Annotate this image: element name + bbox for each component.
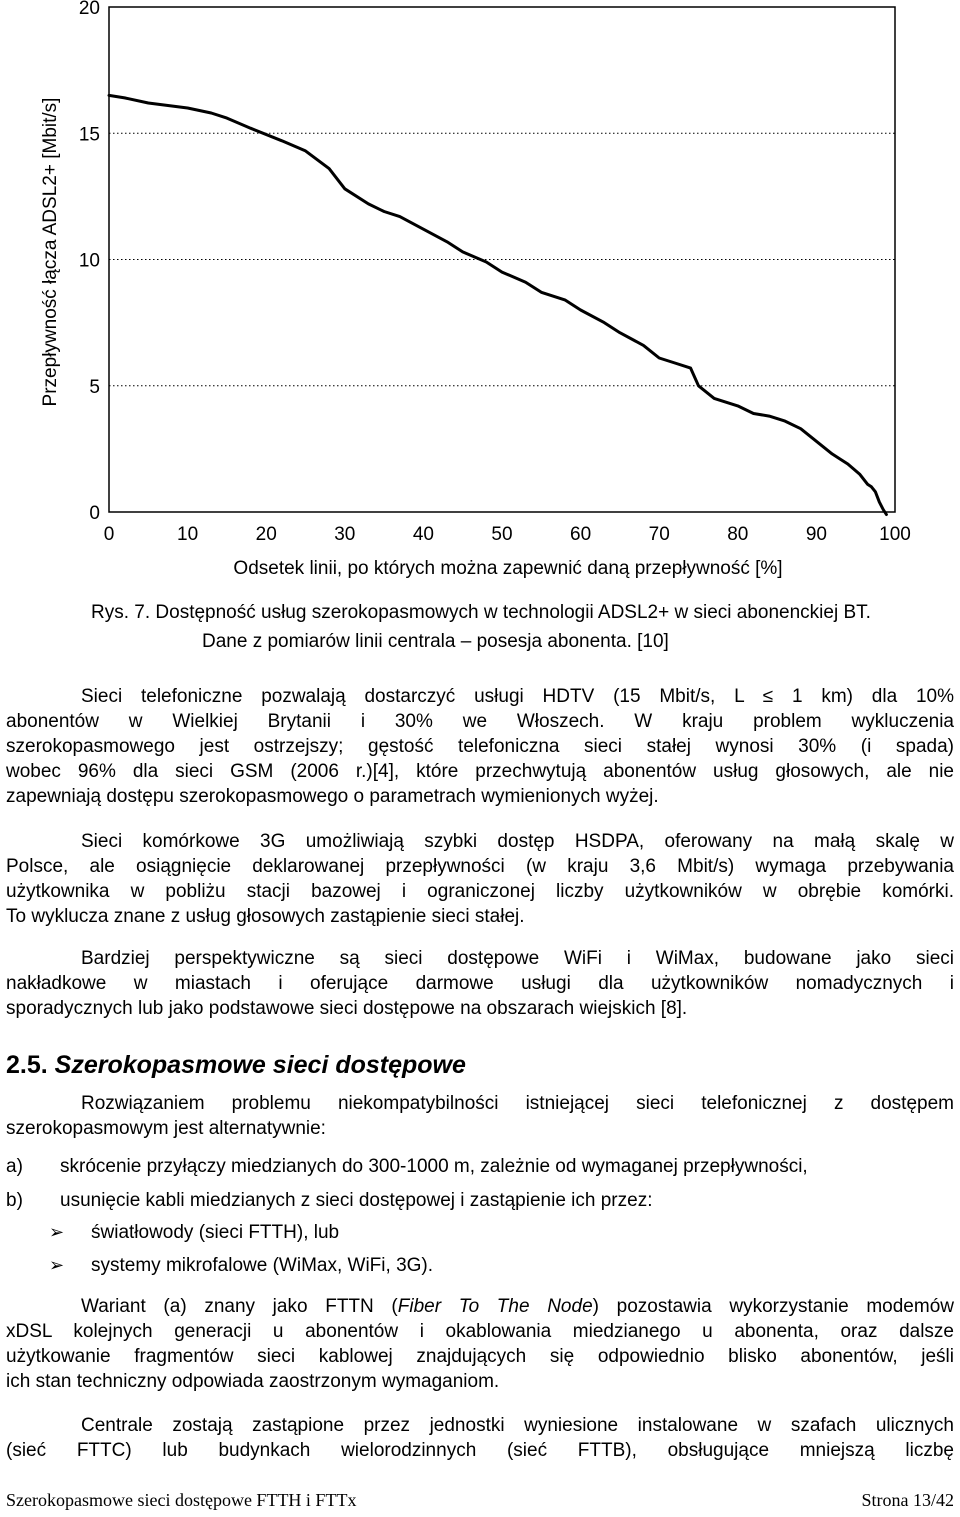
- paragraph-3: [6, 946, 954, 1021]
- page-number: Strona 13/42: [861, 1490, 954, 1510]
- y-axis-label: Przepływność łącza ADSL2+ [Mbit/s]: [40, 97, 61, 407]
- paragraph-line: Centrale zostają zastąpione przez jednostki wyniesione instalowane w szafach ulicznych: [81, 1415, 954, 1436]
- x-tick-label: 100: [879, 524, 911, 545]
- arrow-bullet-icon: ➢: [49, 1255, 65, 1275]
- paragraph-line: Polsce, ale osiągnięcie deklarowanej przepływności (w kraju 3,6 Mbit/s) wymaga przebywania: [6, 856, 954, 877]
- list-item-a: [6, 1156, 808, 1178]
- section-heading: [6, 1051, 466, 1080]
- paragraph-line: nakładkowe w miastach i oferujące darmowe usługi dla użytkowników nomadycznych i: [6, 973, 954, 994]
- paragraph-line: użytkowanie fragmentów sieci kablowej znajdujących się odpowiednio blisko abonentów, jeśli: [6, 1346, 954, 1367]
- paragraph-4: [6, 1091, 954, 1141]
- footer-title: Szerokopasmowe sieci dostępowe FTTH i FTTx: [6, 1490, 357, 1510]
- x-tick-label: 50: [491, 524, 513, 545]
- paragraph-line: wobec 96% dla sieci GSM (2006 r.)[4], które przechwytują abonentów usług głosowych, ale nie: [6, 761, 954, 782]
- paragraph-line: sporadycznych lub jako podstawowe sieci dostępowe na obszarach wiejskich [8].: [6, 998, 688, 1019]
- text-run-italic: Fiber To The Node: [397, 1296, 593, 1317]
- paragraph-line: To wyklucza znane z usług głosowych zastąpienie sieci stałej.: [6, 906, 525, 927]
- x-axis-label: Odsetek linii, po których można zapewnić daną przepływność [%]: [233, 558, 783, 579]
- y-tick-label: 15: [78, 124, 100, 146]
- text-run: ) pozostawia wykorzystanie modemów: [592, 1296, 954, 1317]
- sub-list-item: [49, 1222, 339, 1244]
- paragraph-2: [6, 829, 954, 929]
- x-tick-label: 80: [727, 524, 749, 545]
- x-tick-label: 90: [805, 524, 827, 545]
- caption-line-1: Rys. 7. Dostępność usług szerokopasmowych w technologii ADSL2+ w sieci abonenckiej BT.: [91, 602, 871, 623]
- paragraph-line: abonentów w Wielkiej Brytanii i 30% we Włoszech. W kraju problem wykluczenia: [6, 711, 954, 732]
- paragraph-6: [6, 1413, 954, 1463]
- paragraph-line: użytkownika w pobliżu stacji bazowej i ograniczonej liczby użytkowników w obrębie komórki.: [6, 881, 954, 902]
- paragraph-5: [6, 1294, 954, 1394]
- x-tick-label: 60: [570, 524, 592, 545]
- paragraph-line: szerokopasmowym jest alternatywnie:: [6, 1118, 326, 1139]
- paragraph-line: Rozwiązaniem problemu niekompatybilności istniejącej sieci telefonicznej z dostępem: [81, 1093, 954, 1114]
- y-tick-label: 10: [78, 250, 100, 272]
- paragraph-line: Sieci komórkowe 3G umożliwiają szybki dostęp HSDPA, oferowany na małą skalę w: [81, 831, 954, 852]
- x-tick-label: 10: [177, 524, 199, 545]
- paragraph-line: ich stan techniczny odpowiada zaostrzonym wymaganiom.: [6, 1371, 500, 1392]
- arrow-bullet-icon: ➢: [49, 1222, 65, 1242]
- list-text: światłowody (sieci FTTH), lub: [91, 1222, 340, 1243]
- adsl-throughput-chart: [0, 0, 960, 590]
- list-marker: b): [6, 1190, 23, 1211]
- paragraph-line: Bardziej perspektywiczne są sieci dostępowe WiFi i WiMax, budowane jako sieci: [81, 948, 954, 969]
- list-marker: a): [6, 1156, 23, 1177]
- x-tick-label: 40: [412, 524, 434, 545]
- x-tick-label: 30: [334, 524, 356, 545]
- y-tick-label: 20: [78, 0, 100, 19]
- paragraph-line: Sieci telefoniczne pozwalają dostarczyć usługi HDTV (15 Mbit/s, L ≤ 1 km) dla 10%: [81, 686, 954, 707]
- paragraph-line: szerokopasmowego jest ostrzejszy; gęstość telefoniczna sieci stałej wynosi 30% (i spada): [6, 736, 954, 757]
- x-tick-label: 70: [648, 524, 670, 545]
- figure-caption: [91, 598, 871, 656]
- list-text: systemy mikrofalowe (WiMax, WiFi, 3G).: [91, 1255, 434, 1276]
- throughput-curve: [109, 95, 886, 514]
- section-number: 2.5.: [6, 1051, 48, 1079]
- list-text: usunięcie kabli miedzianych z sieci dostępowej i zastąpienie ich przez:: [60, 1190, 653, 1211]
- text-run: Wariant (a) znany jako FTTN (: [81, 1296, 398, 1317]
- x-tick-label: 0: [103, 524, 115, 545]
- paragraph-line: [6, 1294, 954, 1319]
- y-tick-label: 0: [89, 503, 100, 524]
- list-text: skrócenie przyłączy miedzianych do 300-1000 m, zależnie od wymaganej przepływności,: [60, 1156, 808, 1177]
- paragraph-line: xDSL kolejnych generacji u abonentów i okablowania miedzianego u abonenta, oraz dalsze: [6, 1321, 954, 1342]
- y-tick-label: 5: [89, 376, 100, 398]
- caption-line-2: Dane z pomiarów linii centrala – posesja abonenta. [10]: [202, 631, 669, 652]
- section-title: Szerokopasmowe sieci dostępowe: [54, 1051, 466, 1079]
- sub-list-item: [49, 1255, 433, 1277]
- paragraph-line: zapewniają dostępu szerokopasmowego o parametrach wymienionych wyżej.: [6, 786, 659, 807]
- paragraph-1: [6, 684, 954, 809]
- list-item-b: [6, 1190, 652, 1212]
- x-tick-label: 20: [255, 524, 277, 545]
- paragraph-line: (sieć FTTC) lub budynkach wielorodzinnych (sieć FTTB), obsługujące mniejszą liczbę: [6, 1440, 954, 1461]
